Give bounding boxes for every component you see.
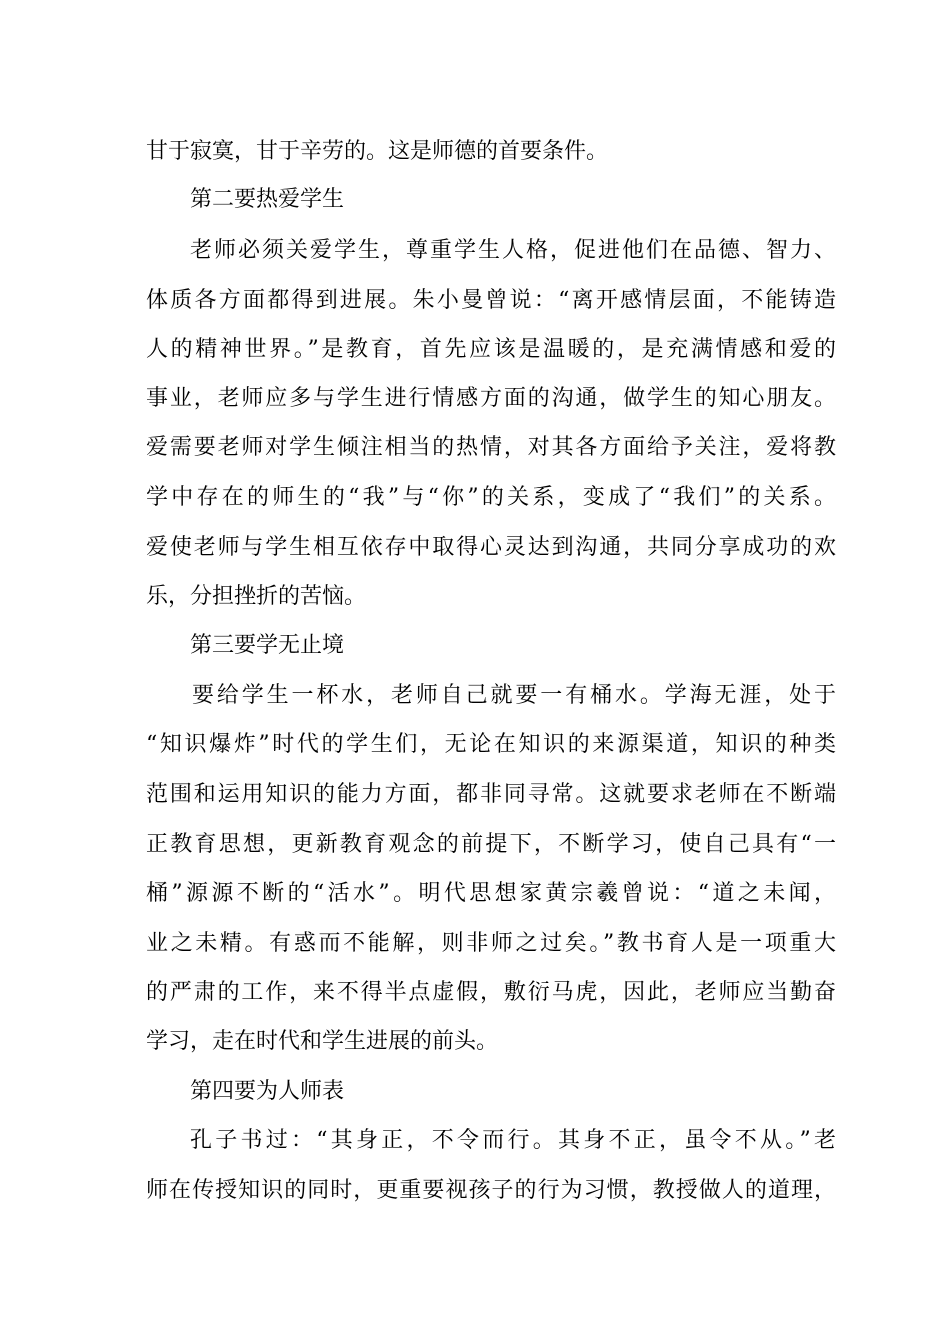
paragraph-line: 的严肃的工作，来不得半点虚假，敷衍马虎，因此，老师应当勤奋 — [146, 980, 836, 1005]
section-heading: 第三要学无止境 — [190, 633, 345, 658]
paragraph-line: 业之未精。有惑而不能解，则非师之过矣。”教书育人是一项重大 — [146, 931, 836, 956]
paragraph-line: 甘于寂寞，甘于辛劳的。这是师德的首要条件。 — [146, 139, 609, 164]
paragraph-line: 爱使老师与学生相互依存中取得心灵达到沟通，共同分享成功的欢 — [146, 535, 836, 560]
paragraph-line: 师在传授知识的同时，更重要视孩子的行为习惯，教授做人的道理， — [146, 1178, 836, 1203]
paragraph-line: 桶”源源不断的“活水”。明代思想家黄宗羲曾说：“道之未闻， — [146, 881, 836, 906]
paragraph-line: 爱需要老师对学生倾注相当的热情，对其各方面给予关注，爱将教 — [146, 435, 836, 460]
paragraph-line: 学中存在的师生的“我”与“你”的关系，变成了“我们”的关系。 — [146, 485, 836, 510]
paragraph-line: 人的精神世界。”是教育，首先应该是温暖的，是充满情感和爱的 — [146, 337, 836, 362]
paragraph-line: 要给学生一杯水，老师自己就要一有桶水。学海无涯，处于 — [192, 683, 836, 708]
paragraph-line: 范围和运用知识的能力方面，都非同寻常。这就要求老师在不断端 — [146, 782, 836, 807]
paragraph-line: 孔子书过：“其身正，不令而行。其身不正，虽令不从。”老 — [190, 1128, 836, 1153]
paragraph-line: 乐，分担挫折的苦恼。 — [146, 584, 367, 609]
paragraph-line: 学习，走在时代和学生进展的前头。 — [146, 1029, 499, 1054]
section-heading: 第二要热爱学生 — [190, 187, 345, 212]
paragraph-line: 正教育思想，更新教育观念的前提下，不断学习，使自己具有“一 — [146, 832, 836, 857]
paragraph-line: 老师必须关爱学生，尊重学生人格，促进他们在品德、智力、 — [190, 238, 836, 263]
section-heading: 第四要为人师表 — [190, 1079, 345, 1104]
paragraph-line: 事业，老师应多与学生进行情感方面的沟通，做学生的知心朋友。 — [146, 386, 836, 411]
paragraph-line: “知识爆炸”时代的学生们，无论在知识的来源渠道，知识的种类 — [146, 732, 836, 757]
paragraph-line: 体质各方面都得到进展。朱小曼曾说：“离开感情层面，不能铸造 — [146, 288, 836, 313]
